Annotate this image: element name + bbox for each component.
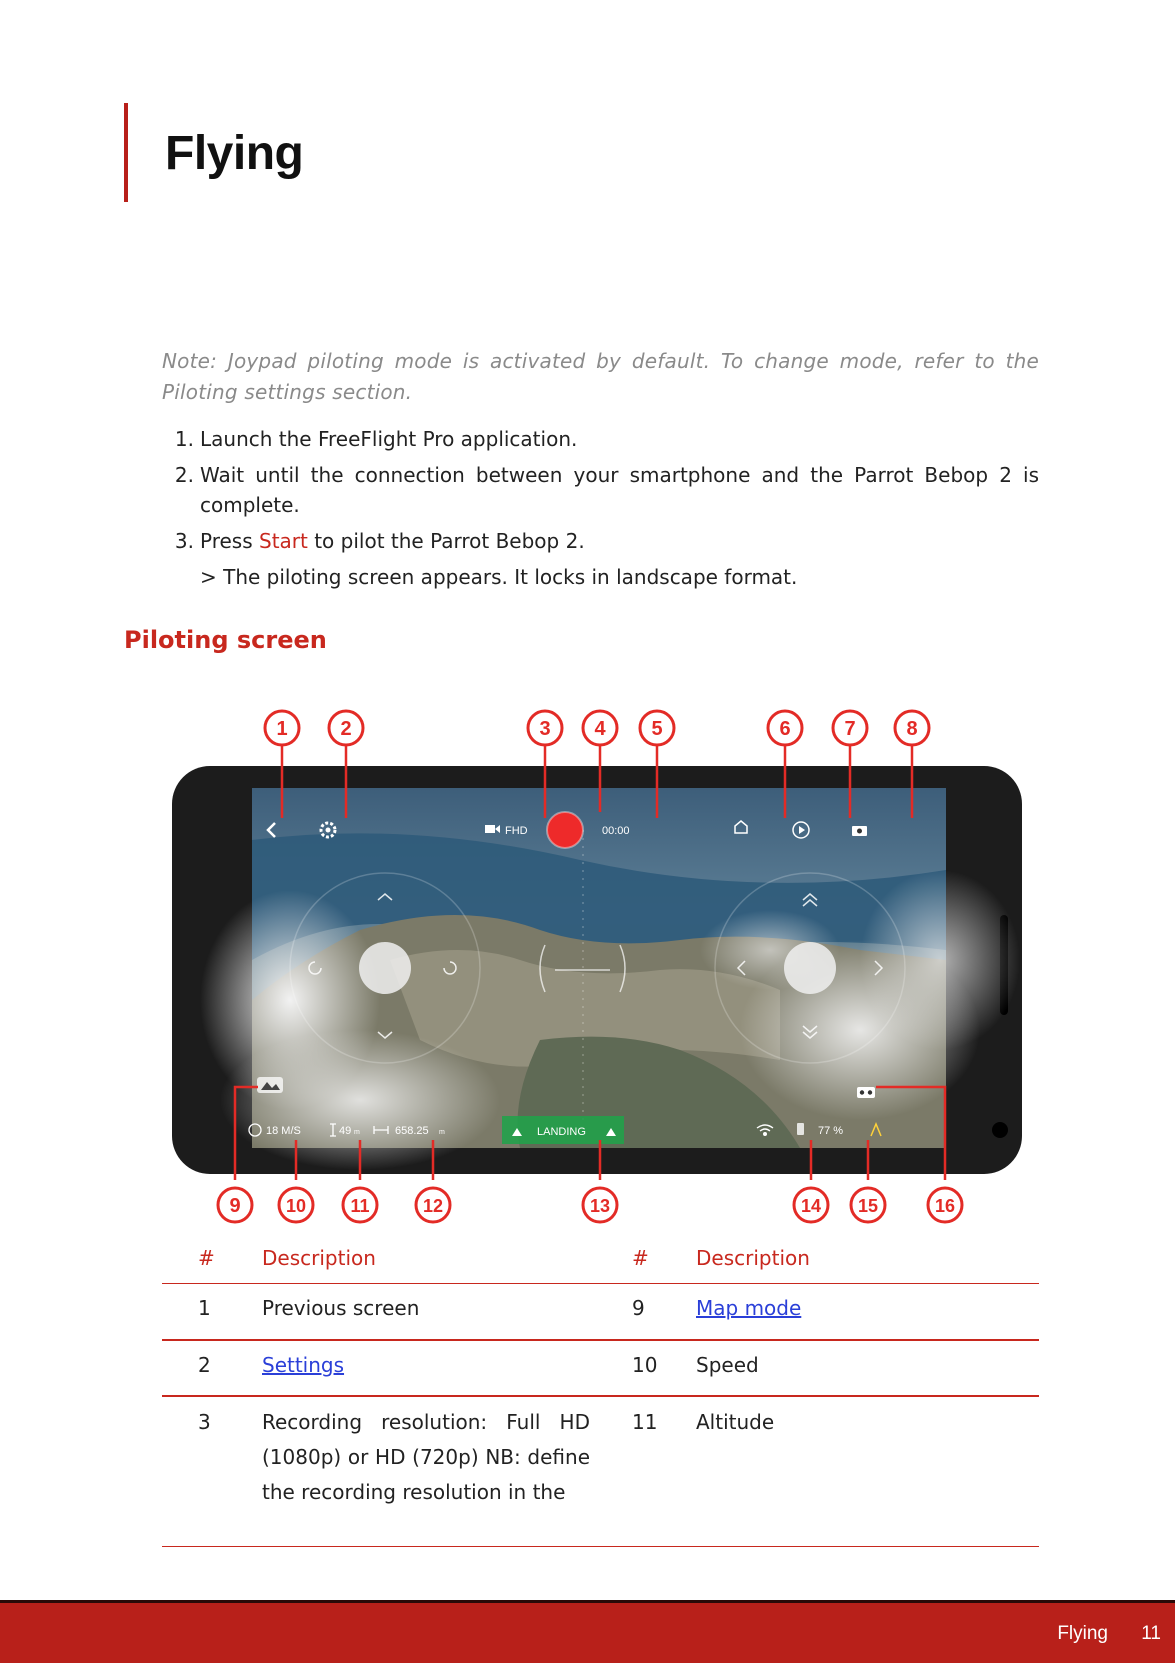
row-number: 9	[632, 1296, 645, 1320]
battery-label: 77 %	[818, 1125, 844, 1137]
section-heading: Piloting screen	[124, 626, 327, 654]
header-number: #	[198, 1245, 215, 1270]
svg-text:4: 4	[594, 718, 606, 740]
callout-marker	[329, 711, 363, 745]
table-row	[162, 1397, 1039, 1547]
header-description: Description	[696, 1245, 810, 1270]
page-title: Flying	[165, 127, 304, 180]
callout-marker	[833, 711, 867, 745]
list-item	[162, 460, 1039, 520]
callout-marker	[640, 711, 674, 745]
step-text: Wait until the connection between your smartphone and the Parrot Bebop 2 is complete.	[200, 463, 1039, 517]
svg-text:11: 11	[350, 1196, 370, 1216]
record-button	[547, 812, 583, 848]
timer-label: 00:00	[602, 825, 630, 837]
callout-marker	[768, 711, 802, 745]
callout-marker	[416, 1188, 450, 1222]
row-number: 1	[198, 1296, 211, 1320]
piloting-screen-illustration	[160, 700, 1040, 1235]
callout-marker	[528, 711, 562, 745]
description-table	[162, 1232, 1039, 1547]
step-number: 2.	[174, 463, 194, 487]
header-description: Description	[262, 1245, 376, 1270]
svg-text:10: 10	[285, 1196, 307, 1216]
table-row	[162, 1341, 1039, 1397]
altitude-label: 49	[339, 1125, 352, 1137]
map-mode-icon	[257, 1077, 283, 1093]
step-result: > The piloting screen appears. It locks in landscape format.	[200, 565, 798, 589]
row-number: 3	[198, 1410, 211, 1434]
step-text-post: to pilot the Parrot Bebop 2.	[307, 529, 585, 553]
note-text: : Joypad piloting mode is activated by default. To change mode, refer to the Piloting settings section.	[162, 349, 1039, 404]
row-number: 11	[632, 1410, 658, 1434]
page-footer	[0, 1600, 1175, 1663]
step-text: Launch the FreeFlight Pro application.	[200, 427, 578, 451]
distance-label: 658.25	[395, 1125, 429, 1137]
list-item	[162, 424, 1039, 454]
distance-unit: m	[439, 1129, 445, 1136]
steps-list	[162, 424, 1039, 592]
svg-text:12: 12	[422, 1196, 444, 1216]
camera-icon	[852, 826, 867, 836]
list-item	[162, 526, 1039, 556]
settings-link[interactable]: Settings	[262, 1353, 345, 1377]
step-text-pre: Press	[200, 529, 259, 553]
header-number: #	[632, 1245, 649, 1270]
note-label: Note	[162, 349, 211, 373]
svg-text:16: 16	[934, 1196, 956, 1216]
svg-text:2: 2	[340, 718, 352, 740]
row-description: Previous screen	[262, 1296, 420, 1320]
row-description: Speed	[696, 1353, 759, 1377]
row-number: 2	[198, 1353, 211, 1377]
svg-text:1: 1	[276, 718, 288, 740]
footer-page-number: 11	[1141, 1623, 1161, 1644]
callout-marker	[343, 1188, 377, 1222]
map-mode-link[interactable]: Map mode	[696, 1296, 802, 1320]
step-number: 1.	[174, 427, 194, 451]
step-text	[200, 526, 1039, 556]
svg-text:15: 15	[857, 1196, 879, 1216]
table-row	[162, 1284, 1039, 1341]
svg-text:7: 7	[844, 718, 856, 740]
callout-marker	[928, 1188, 962, 1222]
callout-marker	[218, 1188, 252, 1222]
svg-text:8: 8	[906, 718, 918, 740]
altitude-unit: m	[354, 1129, 360, 1136]
row-description: Recording resolution: Full HD (1080p) or HD (720p) NB: define the recording resolution in the	[262, 1410, 590, 1504]
battery-icon	[797, 1123, 804, 1135]
svg-text:9: 9	[229, 1195, 241, 1217]
title-accent-bar	[124, 103, 128, 202]
note-paragraph	[162, 346, 1039, 408]
svg-text:3: 3	[539, 718, 551, 740]
footer-section-title: Flying	[1057, 1623, 1108, 1644]
callout-marker	[895, 711, 929, 745]
phone-camera	[992, 1122, 1008, 1138]
row-description: Altitude	[696, 1410, 775, 1434]
callout-marker	[279, 1188, 313, 1222]
svg-text:14: 14	[800, 1196, 822, 1216]
callout-marker	[851, 1188, 885, 1222]
callout-marker	[583, 1188, 617, 1222]
svg-text:13: 13	[589, 1196, 611, 1216]
piloting-screen-figure	[160, 700, 1040, 1235]
callout-marker	[583, 711, 617, 745]
svg-text:5: 5	[651, 718, 663, 740]
step-number: 3.	[174, 529, 194, 553]
callout-marker	[794, 1188, 828, 1222]
svg-text:6: 6	[779, 718, 791, 740]
start-keyword: Start	[259, 529, 308, 553]
speed-label: 18 M/S	[266, 1125, 301, 1137]
resolution-label: FHD	[505, 825, 528, 837]
table-header	[162, 1232, 1039, 1284]
row-number: 10	[632, 1353, 658, 1377]
vr-headset-icon	[857, 1087, 875, 1098]
landing-label: LANDING	[537, 1126, 586, 1138]
callout-marker	[265, 711, 299, 745]
